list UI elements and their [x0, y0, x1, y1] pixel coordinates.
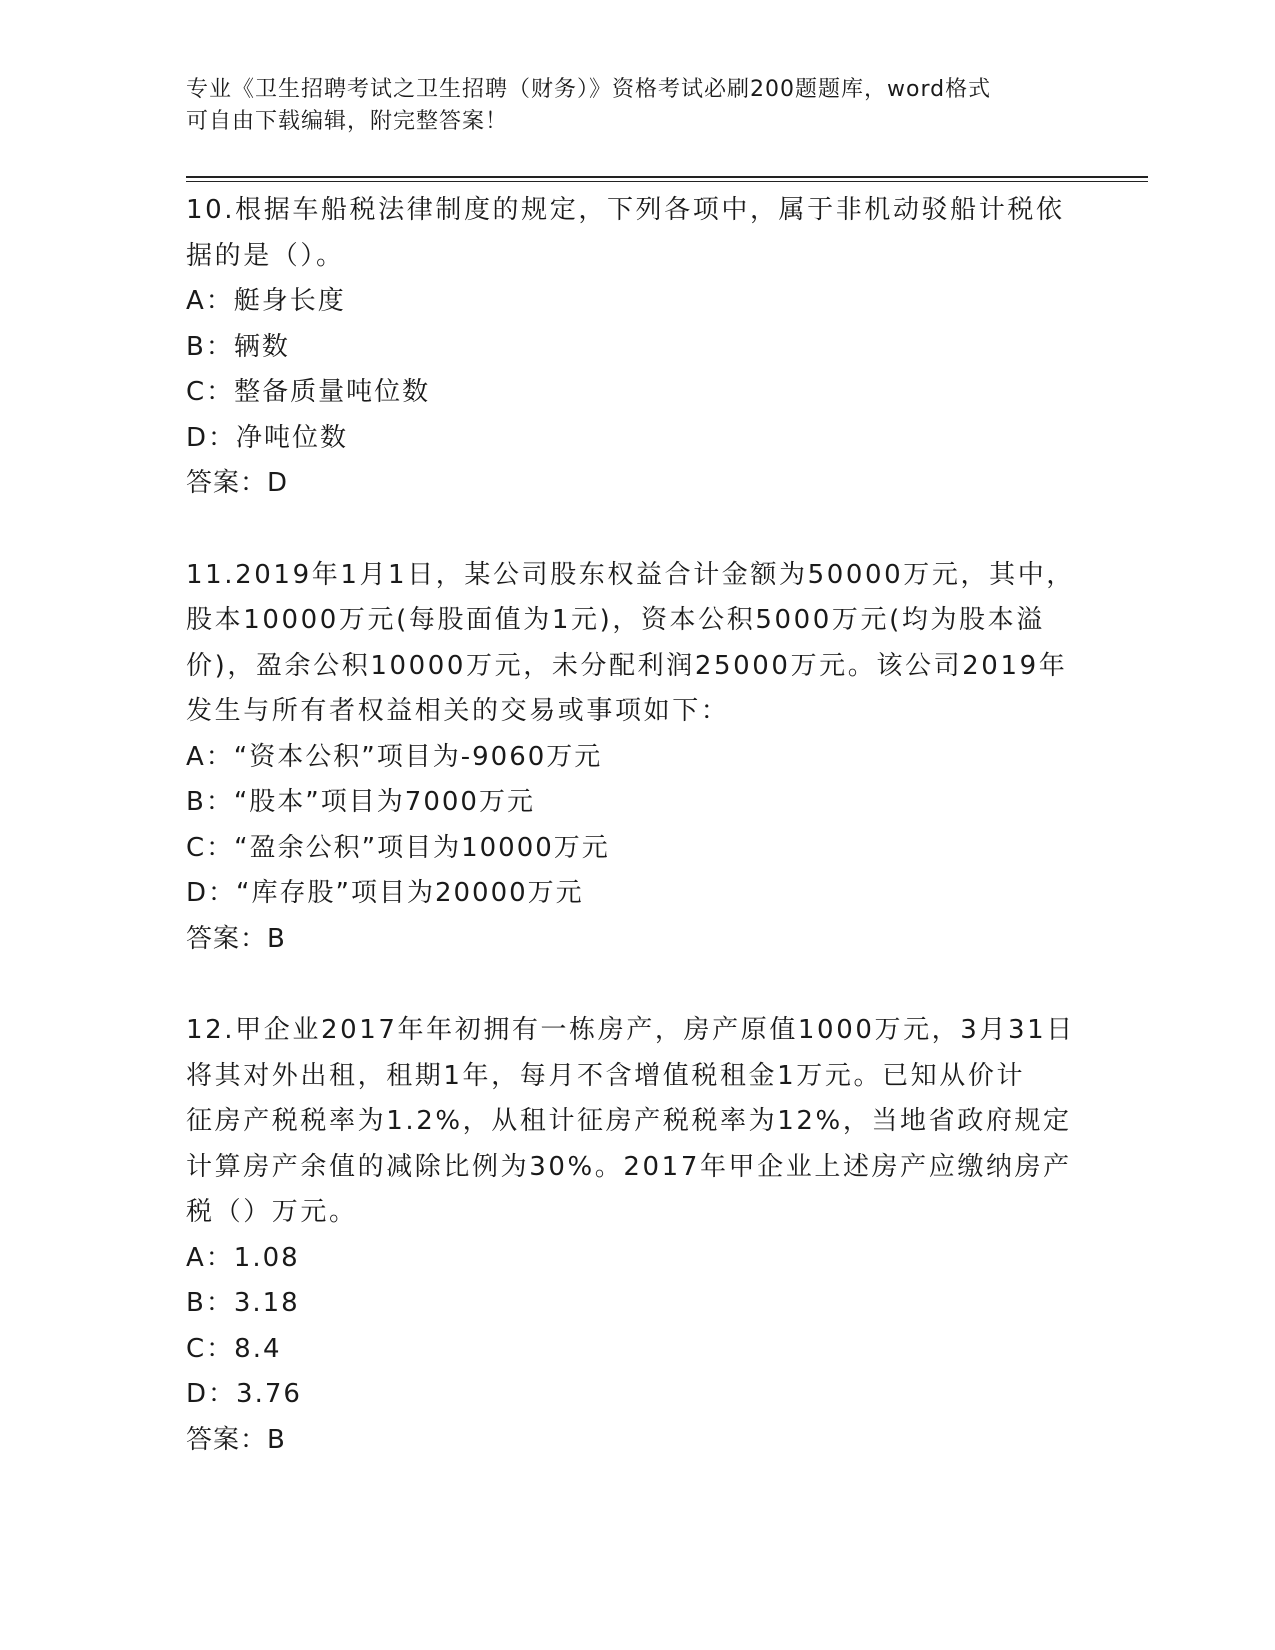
option-a: A：“资本公积”项目为-9060万元	[186, 741, 603, 772]
header-line-1: 专业《卫生招聘考试之卫生招聘（财务）》资格考试必刷200题题库，word格式	[186, 77, 992, 102]
stem-line: 征房产税税率为1.2%，从租计征房产税税率为12%，当地省政府规定	[186, 1106, 1072, 1136]
option-c: C：8.4	[186, 1333, 282, 1364]
stem-line: 将其对外出租，租期1年，每月不含增值税租金1万元。已知从价计	[186, 1060, 1026, 1091]
option-b: B：“股本”项目为7000万元	[186, 787, 535, 817]
stem-line: 据的是（）。	[186, 240, 345, 271]
option-d: D：3.76	[186, 1379, 302, 1409]
option-c: C：整备质量吨位数	[186, 377, 431, 407]
stem-line: 11.2019年1月1日，某公司股东权益合计金额为50000万元，其中，	[186, 559, 1075, 590]
question-stem	[186, 553, 1086, 735]
option-a: A：1.08	[186, 1242, 300, 1273]
stem-line: 股本10000万元(每股面值为1元)，资本公积5000万元(均为股本溢	[186, 605, 1045, 635]
stem-line: 10.根据车船税法律制度的规定，下列各项中，属于非机动驳船计税依	[186, 195, 1065, 225]
option-b: B：辆数	[186, 331, 290, 362]
answer-line: 答案：D	[186, 468, 289, 498]
answer-line: 答案：B	[186, 923, 286, 954]
option-d: D：“库存股”项目为20000万元	[186, 878, 584, 908]
question-12	[186, 1008, 1086, 1463]
option-a: A：艇身长度	[186, 286, 346, 316]
question-10	[186, 188, 1086, 507]
question-11	[186, 553, 1086, 963]
document-header	[186, 74, 1086, 138]
stem-line: 计算房产余值的减除比例为30%。2017年甲企业上述房产应缴纳房产	[186, 1151, 1072, 1182]
header-divider-thin	[186, 181, 1148, 182]
option-b: B：3.18	[186, 1288, 300, 1318]
stem-line: 价)，盈余公积10000万元，未分配利润25000万元。该公司2019年	[186, 650, 1068, 681]
stem-line: 12.甲企业2017年年初拥有一栋房产，房产原值1000万元，3月31日	[186, 1015, 1075, 1045]
header-divider-thick	[186, 176, 1148, 178]
option-d: D：净吨位数	[186, 422, 349, 453]
stem-line: 发生与所有者权益相关的交易或事项如下：	[186, 696, 730, 726]
question-stem	[186, 188, 1086, 279]
question-list	[186, 188, 1086, 1463]
header-line-2: 可自由下载编辑，附完整答案！	[186, 109, 509, 134]
answer-line: 答案：B	[186, 1424, 286, 1455]
option-c: C：“盈余公积”项目为10000万元	[186, 832, 610, 863]
stem-line: 税（）万元。	[186, 1197, 358, 1227]
question-stem	[186, 1008, 1086, 1236]
